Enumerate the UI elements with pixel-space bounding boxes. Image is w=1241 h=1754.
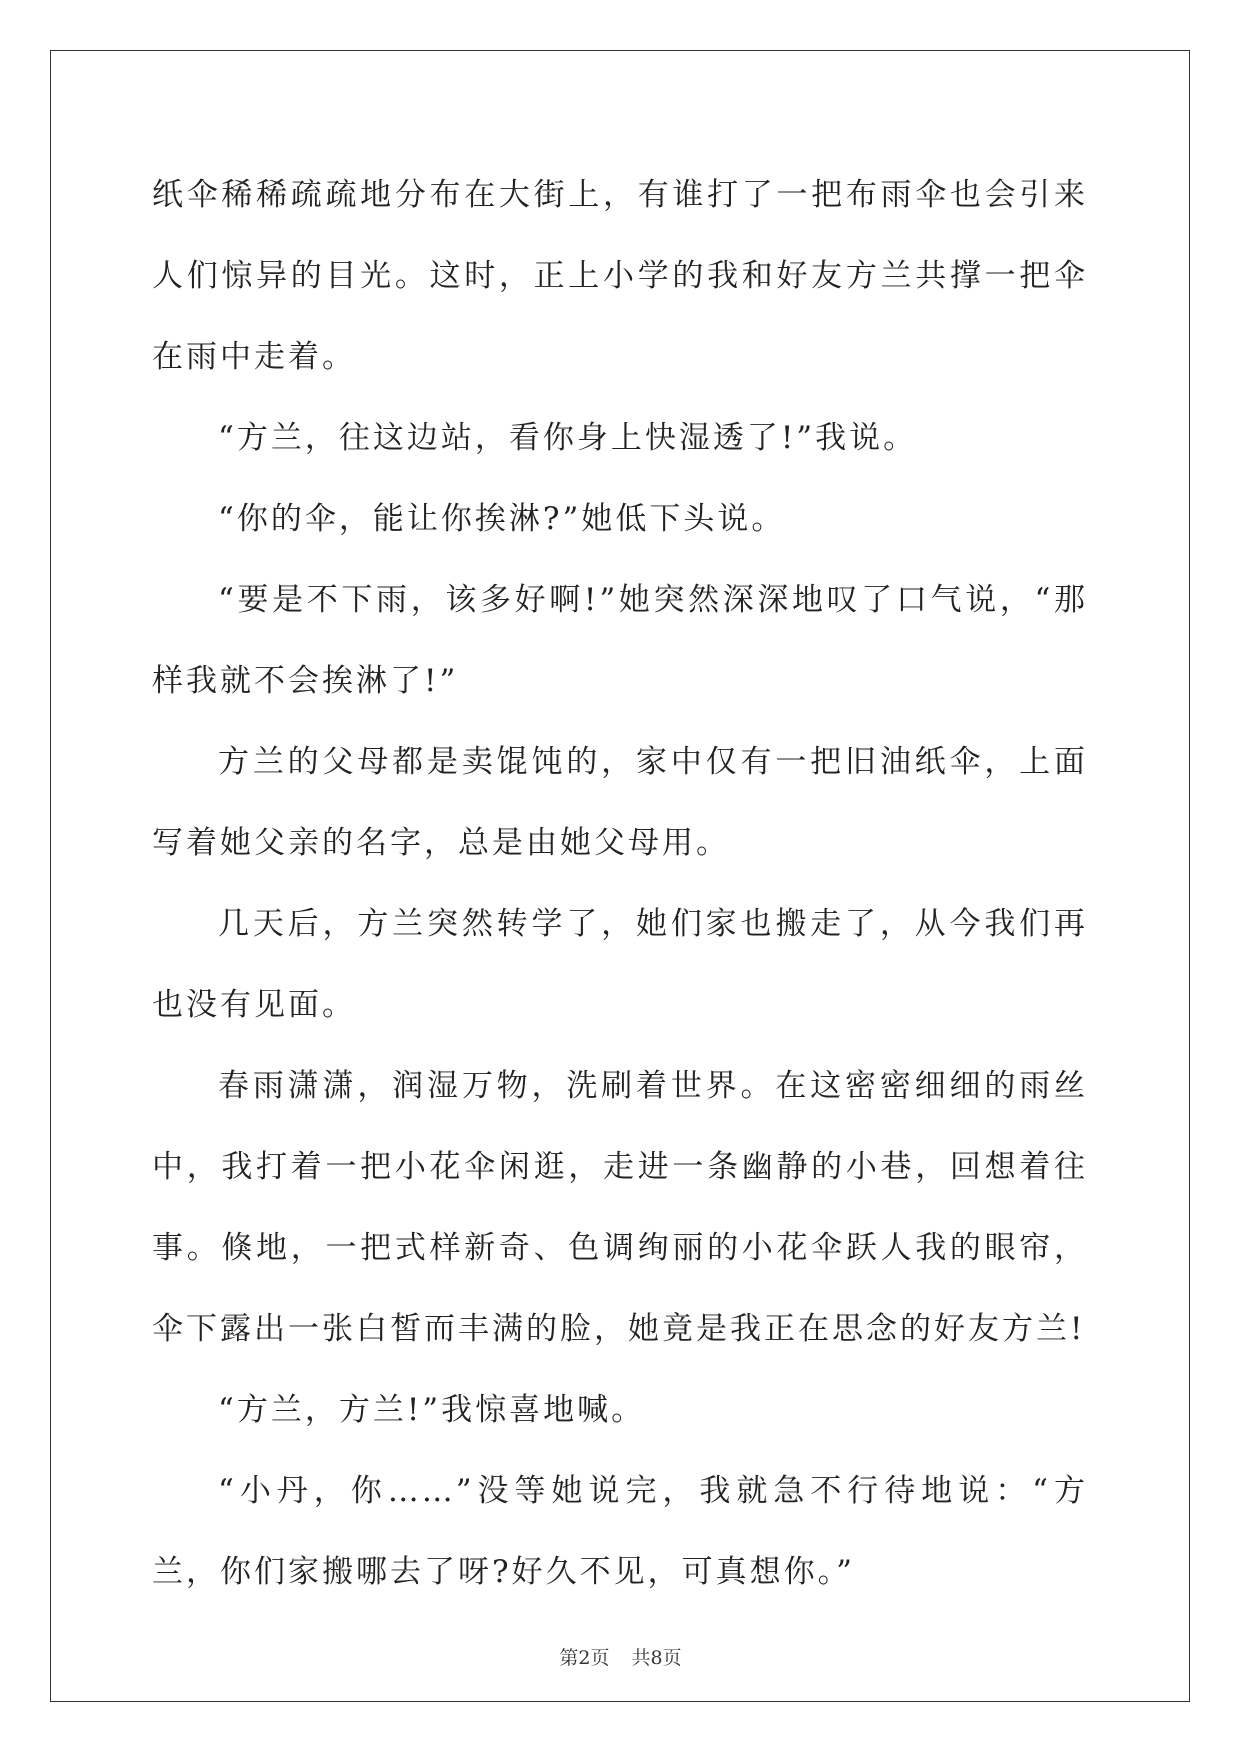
document-body: [152, 155, 1088, 1613]
paragraph: 春雨潇潇，润湿万物，洗刷着世界。在这密密细细的雨丝中，我打着一把小花伞闲逛，走进一条幽静的小巷，回想着往事。倏地，一把式样新奇、色调绚丽的小花伞跃人我的眼帘，伞下露出一张白皙而丰满的脸，她竟是我正在思念的好友方兰!: [152, 1068, 1088, 1347]
paragraph: “要是不下雨，该多好啊!”她突然深深地叹了口气说，“那样我就不会挨淋了!”: [152, 582, 1088, 699]
paragraph: 方兰的父母都是卖馄饨的，家中仅有一把旧油纸伞，上面写着她父亲的名字，总是由她父母用。: [152, 744, 1088, 861]
page-footer: [0, 1643, 1241, 1670]
paragraph: “方兰，往这边站，看你身上快湿透了!”我说。: [218, 420, 918, 456]
paragraph: 纸伞稀稀疏疏地分布在大街上，有谁打了一把布雨伞也会引来人们惊异的目光。这时，正上小学的我和好友方兰共撑一把伞在雨中走着。: [152, 177, 1088, 375]
paragraph: 几天后，方兰突然转学了，她们家也搬走了，从今我们再也没有见面。: [152, 906, 1088, 1023]
page-number: 第2页: [559, 1647, 610, 1669]
paragraph: “你的伞，能让你挨淋?”她低下头说。: [218, 501, 786, 537]
paragraph: “方兰，方兰!”我惊喜地喊。: [218, 1392, 646, 1428]
page-total: 共8页: [631, 1647, 682, 1669]
paragraph: “小丹，你……”没等她说完，我就急不行待地说：“方兰，你们家搬哪去了呀?好久不见，可真想你。”: [152, 1473, 1088, 1590]
